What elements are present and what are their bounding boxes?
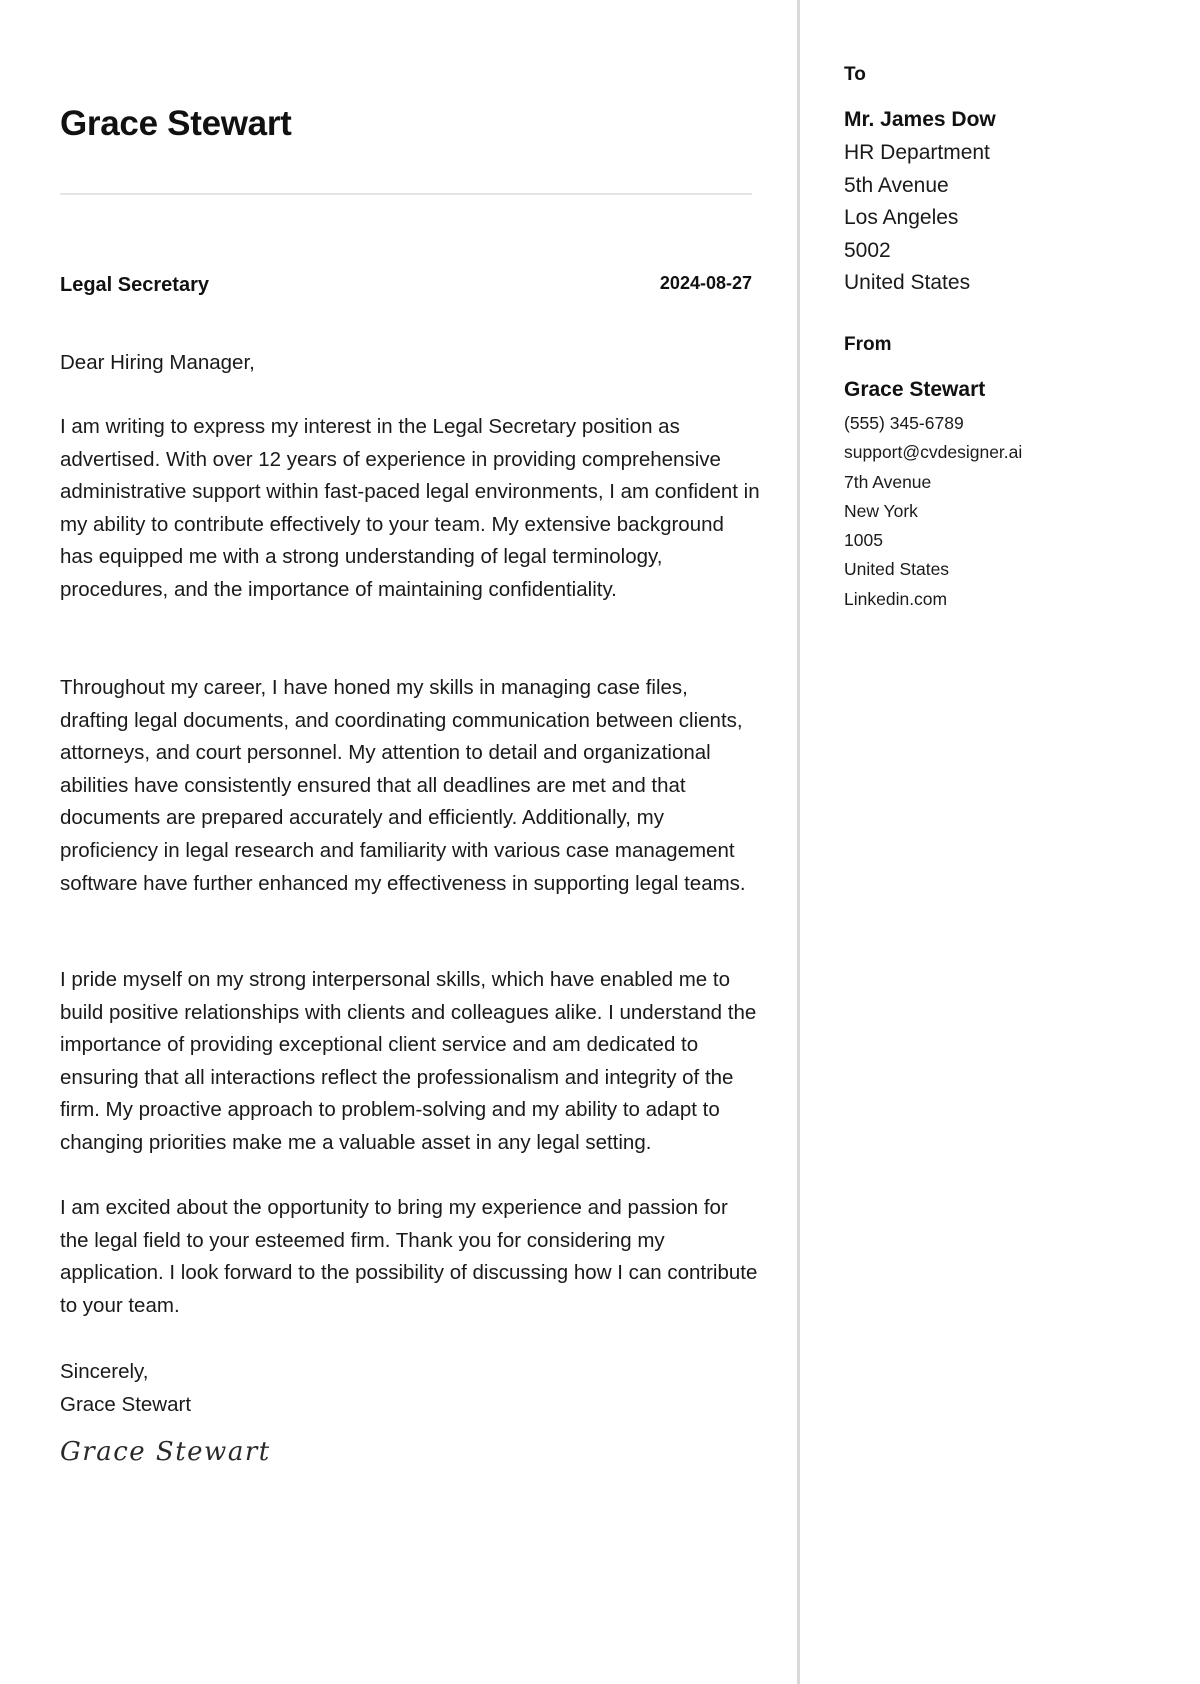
body-paragraph: I pride myself on my strong interpersonal skills, which have enabled me to build positive relationships with clients and colleagues alike. I understand the importance of providing exceptional client service and am dedicated to ensuring that all interactions reflect the professionalism and integrity of the firm. My proactive approach to problem-solving and my ability to adapt to changing priorities make me a valuable asset in any legal setting. [60,968,757,1154]
sender-address-line: United States [844,559,950,580]
handwritten-signature: Grace Stewart [60,1437,271,1467]
sender-phone: (555) 345-6789 [844,413,964,433]
recipient-address [844,137,990,300]
applicant-name: Grace Stewart [60,104,292,143]
body-paragraph: Throughout my career, I have honed my skills in managing case files, drafting legal documents, and coordinating communication between clients, attorneys, and court personnel. My attention to detail and organizational abilities have consistently ensured that all deadlines are met and that documents are prepared accurately and efficiently. Additionally, my proficiency in legal research and familiarity with various case management software have further enhanced my effectiveness in supporting legal teams. [60,676,746,895]
sender-email: support@cvdesigner.ai [844,442,1023,463]
sender-address-line: New York [844,500,918,521]
sender-name: Grace Stewart [844,378,986,401]
recipient-name: Mr. James Dow [844,108,996,131]
body-paragraph: I am excited about the opportunity to bring my experience and passion for the legal field to your esteemed firm. Thank you for considering my application. I look forward to the possibility of discussing how I can contribute to your team. [60,1196,758,1317]
sender-address-line: 1005 [844,530,883,551]
recipient-address-line: Los Angeles [844,206,959,230]
recipient-address-line: HR Department [844,141,990,164]
recipient-address-line: United States [844,271,971,295]
recipient-address-line: 5th Avenue [844,173,949,197]
recipient-heading: To [844,64,866,85]
sender-heading: From [844,334,892,355]
recipient-address-line: 5002 [844,238,891,262]
closing-name: Grace Stewart [60,1393,192,1416]
column-divider [797,0,800,1684]
sender-linkedin: Linkedin.com [844,588,948,609]
closing-block [60,1355,191,1421]
sender-contact [844,409,1022,614]
header-divider [60,193,752,195]
body-paragraph: I am writing to express my interest in the Legal Secretary position as advertised. With over 12 years of experience in providing comprehensive administrative support within fast-paced legal environments, I am confident in my ability to contribute effectively to your team. My extensive background has equipped me with a strong understanding of legal terminology, procedures, and the importance of maintaining confidentiality. [60,415,760,601]
letter-date: 2024-08-27 [659,273,752,293]
closing-salutation: Sincerely, [60,1360,149,1383]
job-title: Legal Secretary [60,274,209,296]
greeting: Dear Hiring Manager, [60,351,255,374]
sender-address-line: 7th Avenue [844,471,932,492]
